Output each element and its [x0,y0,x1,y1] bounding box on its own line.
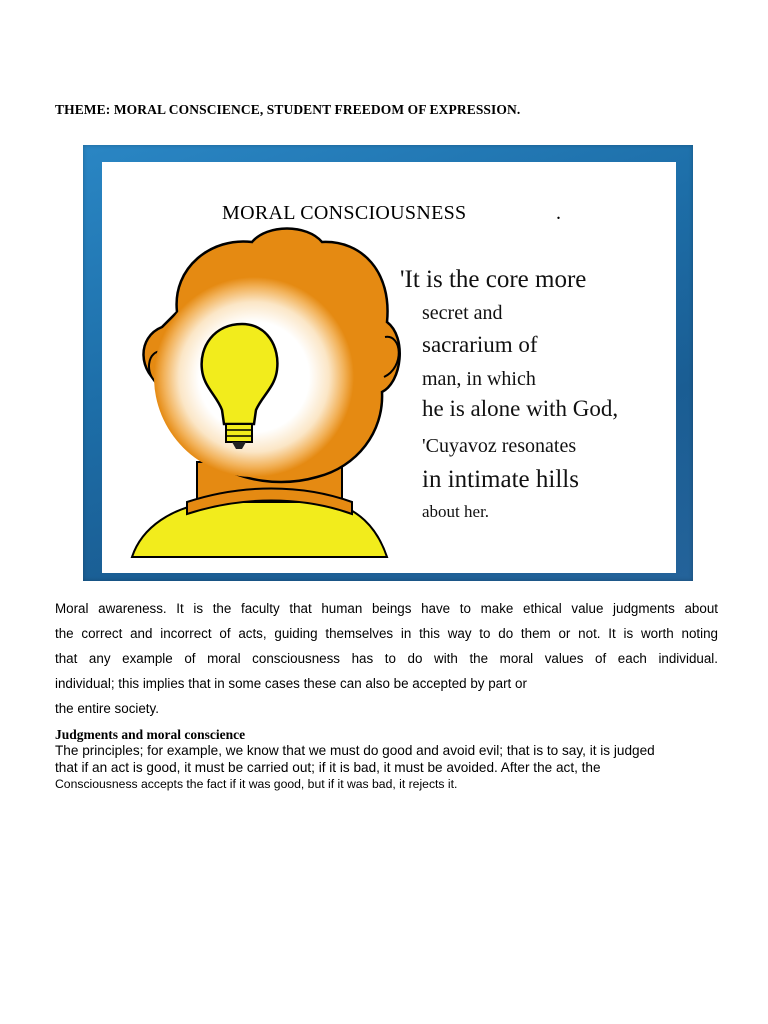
paragraph-line: Moral awareness. It is the faculty that human beings have to make ethical value judgments about [55,601,718,616]
quote-line: he is alone with God, [422,396,619,421]
quote-line: sacrarium of [422,332,538,357]
paragraph-line: The principles; for example, we know that we must do good and avoid evil; that is to say, it is judged [55,743,655,758]
quote-line: 'Cuyavoz resonates [422,435,577,457]
paragraph-line: Consciousness accepts the fact if it was good, but if it was bad, it rejects it. [55,777,458,791]
paragraph-line: that if an act is good, it must be carried out; if it is bad, it must be avoided. After the act, the [55,760,601,775]
paragraph-line: the entire society. [55,701,159,716]
illustration-panel [102,162,676,573]
document-theme-heading: THEME: MORAL CONSCIENCE, STUDENT FREEDOM OF EXPRESSION. [55,102,521,117]
quote-line: secret and [422,302,503,324]
moral-awareness-paragraph [55,596,718,721]
illustration-title-dot: . [556,202,561,224]
paragraph-line: that any example of moral consciousness has to do with the moral values of each individual. [55,651,718,666]
judgments-paragraph [55,742,718,793]
quote-line: 'It is the core more [400,266,587,293]
quote-line: in intimate hills [422,466,579,493]
quote-line: about her. [422,502,490,521]
illustration-title: MORAL CONSCIOUSNESS [222,202,467,224]
bulb-base [226,424,252,442]
section-heading: Judgments and moral conscience [55,727,246,742]
paragraph-line: individual; this implies that in some cases these can also be accepted by part or [55,676,527,691]
quote-line: man, in which [422,368,536,390]
moral-consciousness-illustration [83,145,693,581]
paragraph-line: the correct and incorrect of acts, guiding themselves in this way to do them or not. It is worth noting [55,626,718,641]
